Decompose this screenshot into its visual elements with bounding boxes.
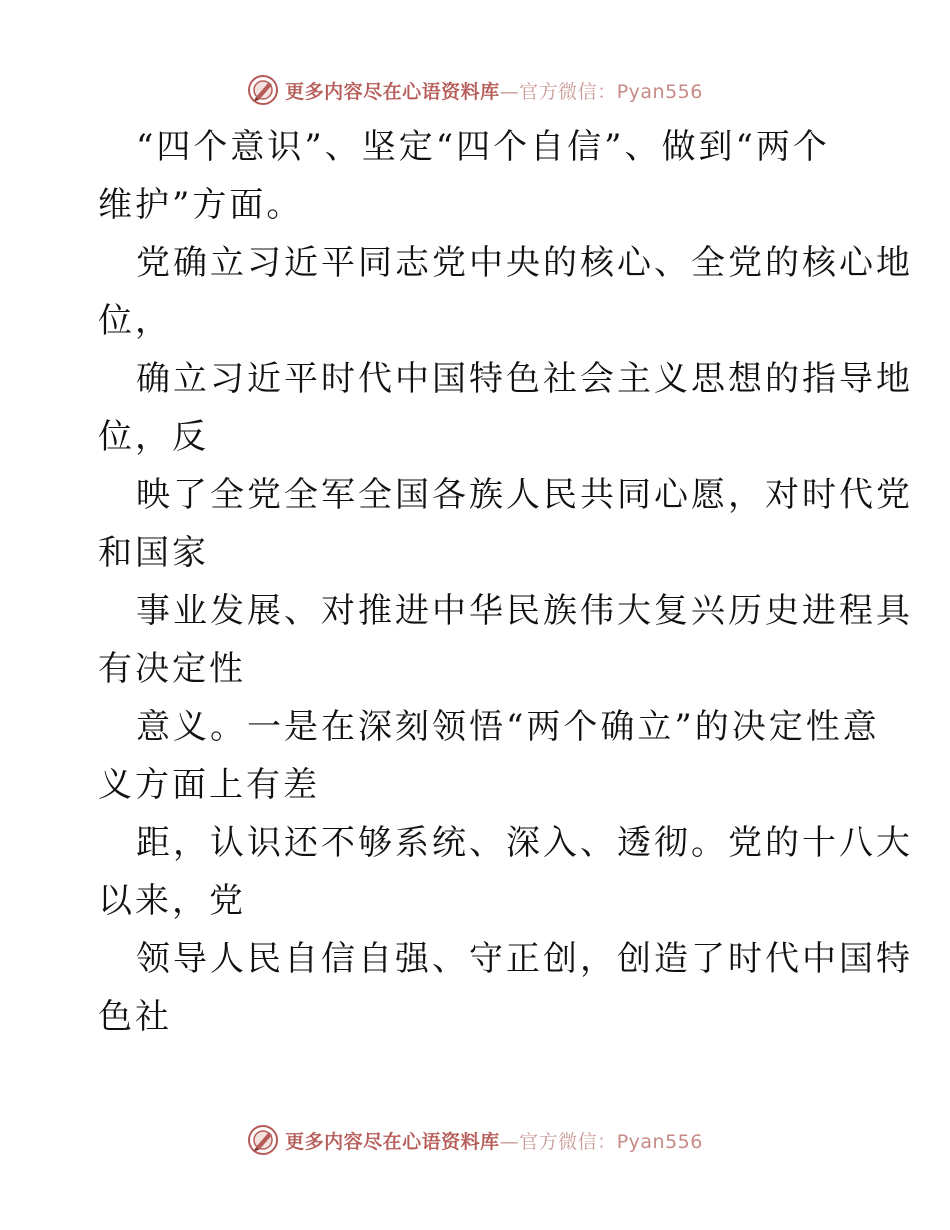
text-line: 义方面上有差 (98, 765, 320, 805)
document-body (98, 118, 913, 1046)
text-line: 色社 (98, 997, 172, 1037)
text-line: 距，认识还不够系统、深入、透彻。党的十八大 (136, 823, 913, 863)
text-line: 映了全党全军全国各族人民共同心愿，对时代党 (136, 475, 913, 515)
watermark-label: —官方微信： (499, 80, 617, 103)
text-line: 和国家 (98, 533, 209, 573)
pen-logo-icon (247, 1124, 279, 1156)
pen-logo-icon (247, 74, 279, 106)
text-line: 位，反 (98, 417, 209, 457)
text-line: 党确立习近平同志党中央的核心、全党的核心地 (136, 243, 913, 283)
header-watermark (0, 70, 950, 110)
text-line: 维护”方面。 (98, 185, 304, 225)
watermark-label: —官方微信： (499, 1130, 617, 1153)
watermark-wechat-id: Pyan556 (616, 1130, 703, 1153)
text-line: 领导人民自信自强、守正创，创造了时代中国特 (136, 939, 913, 979)
footer-watermark (0, 1120, 950, 1160)
watermark-title: 更多内容尽在心语资料库 (285, 80, 500, 103)
watermark-title: 更多内容尽在心语资料库 (285, 1130, 500, 1153)
text-line: 位， (98, 301, 172, 341)
text-line: 以来，党 (98, 881, 246, 921)
text-line: 有决定性 (98, 649, 246, 689)
text-line: “四个意识”、坚定“四个自信”、做到“两个 (136, 127, 830, 167)
text-line: 事业发展、对推进中华民族伟大复兴历史进程具 (136, 591, 913, 631)
watermark-wechat-id: Pyan556 (616, 80, 703, 103)
text-line: 意义。一是在深刻领悟“两个确立”的决定性意 (136, 707, 880, 747)
text-line: 确立习近平时代中国特色社会主义思想的指导地 (136, 359, 913, 399)
